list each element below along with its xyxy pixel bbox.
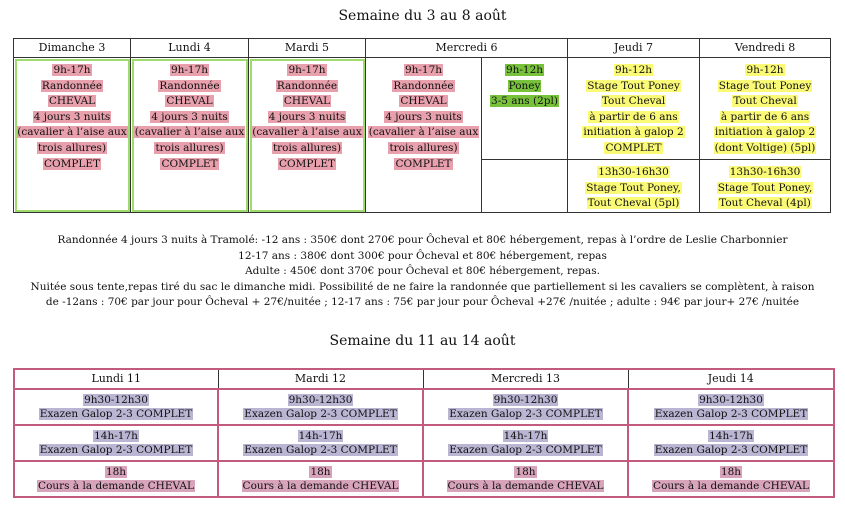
- stage-time: 13h30-16h30: [598, 166, 669, 178]
- stage-label: Stage Tout Poney: [587, 79, 680, 92]
- header-mercredi: Mercredi 6: [366, 39, 568, 58]
- rando-animal: CHEVAL: [400, 95, 447, 108]
- rando-label: Randonnée: [393, 79, 454, 92]
- rando-duration: 4 jours 3 nuits: [385, 110, 462, 123]
- rando-level: (cavalier à l’aise aux: [368, 126, 479, 139]
- rando-level: (cavalier à l’aise aux: [134, 126, 245, 139]
- rando-time: 9h-17h: [404, 64, 443, 76]
- info-line: Nuitée sous tente,repas tiré du sac le dimanche midi. Possibilité de ne faire la randonnée que partiellement si les cavaliers se complètent, à raison: [30, 280, 815, 293]
- rando-duration: 4 jours 3 nuits: [268, 110, 346, 123]
- poney-time: 9h-12h: [505, 64, 544, 76]
- rando-dimanche: [14, 58, 131, 213]
- week2-title: Semaine du 11 au 14 août: [329, 333, 516, 349]
- header-mardi: Mardi 5: [249, 39, 366, 58]
- exam-cell: 14h-17h Exazen Galop 2-3 COMPLET: [218, 425, 423, 461]
- header-lundi: Lundi 4: [131, 39, 249, 58]
- stage-level: initiation à galop 2: [583, 126, 684, 139]
- info-line: Adulte : 450€ dont 370€ pour Ôcheval et 80€ hébergement, repas.: [245, 265, 600, 277]
- rando-level: (cavalier à l’aise aux: [17, 126, 127, 139]
- header-jeudi: Jeudi 7: [568, 39, 700, 58]
- stage-label2: Tout Cheval: [601, 95, 666, 108]
- info-block: [0, 233, 845, 311]
- week1-table: [13, 38, 831, 213]
- info-line: Randonnée 4 jours 3 nuits à Tramolé: -12 ans : 350€ dont 270€ pour Ôcheval et 80€ hébergement, repas à l’ordre de Leslie Charbonnier: [57, 234, 788, 246]
- rando-level2: trois allures): [272, 141, 342, 154]
- stage-label: Stage Tout Poney,: [586, 181, 681, 194]
- stage-label: Stage Tout Poney: [718, 79, 812, 92]
- stage-age: à partir de 6 ans: [720, 110, 810, 123]
- rando-status: COMPLET: [395, 157, 452, 170]
- poney-label: Poney: [508, 79, 541, 92]
- stage-vendredi-am: [700, 58, 831, 160]
- header-mardi-12: Mardi 12: [218, 369, 423, 389]
- rando-label: Randonnée: [41, 79, 103, 92]
- rando-status: COMPLET: [278, 157, 336, 170]
- stage-label: Stage Tout Poney,: [717, 181, 813, 194]
- rando-mardi: [249, 58, 366, 213]
- info-line: de -12ans : 70€ par jour pour Ôcheval + 27€/nuitée ; 12-17 ans : 75€ par jour pour Ôcheval +27€ /nuitée ; adulte : 94€ par jour+ 27€ /nuitée: [45, 296, 800, 308]
- week2-table: [13, 368, 835, 498]
- exam-cell: 9h30-12h30 Exazen Galop 2-3 COMPLET: [14, 389, 218, 425]
- stage-time: 9h-12h: [746, 64, 784, 76]
- stage-status: (dont Voltige) (5pl): [714, 141, 816, 154]
- rando-level: (cavalier à l’aise aux: [252, 126, 362, 139]
- stage-jeudi-pm: [568, 160, 700, 213]
- rando-animal: CHEVAL: [166, 95, 213, 108]
- stage-time: 13h30-16h30: [729, 166, 801, 178]
- rando-status: COMPLET: [161, 157, 218, 170]
- exam-cell: 9h30-12h30 Exazen Galop 2-3 COMPLET: [218, 389, 423, 425]
- stage-status: COMPLET: [605, 141, 662, 154]
- stage-places: Tout Cheval (4pl): [719, 197, 811, 210]
- exam-cell: 9h30-12h30 Exazen Galop 2-3 COMPLET: [628, 389, 834, 425]
- stage-vendredi-pm: [700, 160, 831, 213]
- rando-status: COMPLET: [43, 157, 101, 170]
- rando-time: 9h-17h: [53, 64, 91, 76]
- rando-label: Randonnée: [276, 79, 338, 92]
- rando-time: 9h-17h: [170, 64, 209, 76]
- exam-cell: 9h30-12h30 Exazen Galop 2-3 COMPLET: [423, 389, 628, 425]
- rando-lundi: [131, 58, 249, 213]
- rando-level2: trois allures): [155, 141, 224, 154]
- rando-level2: trois allures): [37, 141, 107, 154]
- exam-cell: 14h-17h Exazen Galop 2-3 COMPLET: [14, 425, 218, 461]
- header-jeudi-14: Jeudi 14: [628, 369, 834, 389]
- poney-mercredi: [482, 58, 568, 160]
- rando-label: Randonnée: [159, 79, 220, 92]
- week1-title: Semaine du 3 au 8 août: [338, 8, 507, 24]
- cours-cell: 18h Cours à la demande CHEVAL: [218, 461, 423, 497]
- header-vendredi: Vendredi 8: [700, 39, 831, 58]
- poney-age: 3-5 ans (2pl): [491, 95, 558, 108]
- stage-age: à partir de 6 ans: [589, 110, 678, 123]
- header-dimanche: Dimanche 3: [14, 39, 131, 58]
- stage-places: Tout Cheval (5pl): [587, 197, 680, 210]
- rando-time: 9h-17h: [288, 64, 326, 76]
- rando-animal: CHEVAL: [283, 95, 331, 108]
- stage-label2: Tout Cheval: [733, 95, 797, 108]
- header-lundi-11: Lundi 11: [14, 369, 218, 389]
- rando-mercredi: [366, 58, 482, 213]
- empty-mercredi-pm: [482, 160, 568, 213]
- header-mercredi-13: Mercredi 13: [423, 369, 628, 389]
- cours-cell: 18h Cours à la demande CHEVAL: [423, 461, 628, 497]
- cours-cell: 18h Cours à la demande CHEVAL: [14, 461, 218, 497]
- rando-level2: trois allures): [389, 141, 458, 154]
- info-line: 12-17 ans : 380€ dont 300€ pour Ôcheval et 80€ hébergement, repas: [238, 249, 607, 262]
- stage-level: initiation à galop 2: [714, 126, 816, 139]
- rando-duration: 4 jours 3 nuits: [33, 110, 111, 123]
- exam-cell: 14h-17h Exazen Galop 2-3 COMPLET: [628, 425, 834, 461]
- rando-animal: CHEVAL: [48, 95, 96, 108]
- stage-jeudi-am: [568, 58, 700, 160]
- exam-cell: 14h-17h Exazen Galop 2-3 COMPLET: [423, 425, 628, 461]
- stage-time: 9h-12h: [614, 64, 653, 76]
- rando-duration: 4 jours 3 nuits: [151, 110, 228, 123]
- cours-cell: 18h Cours à la demande CHEVAL: [628, 461, 834, 497]
